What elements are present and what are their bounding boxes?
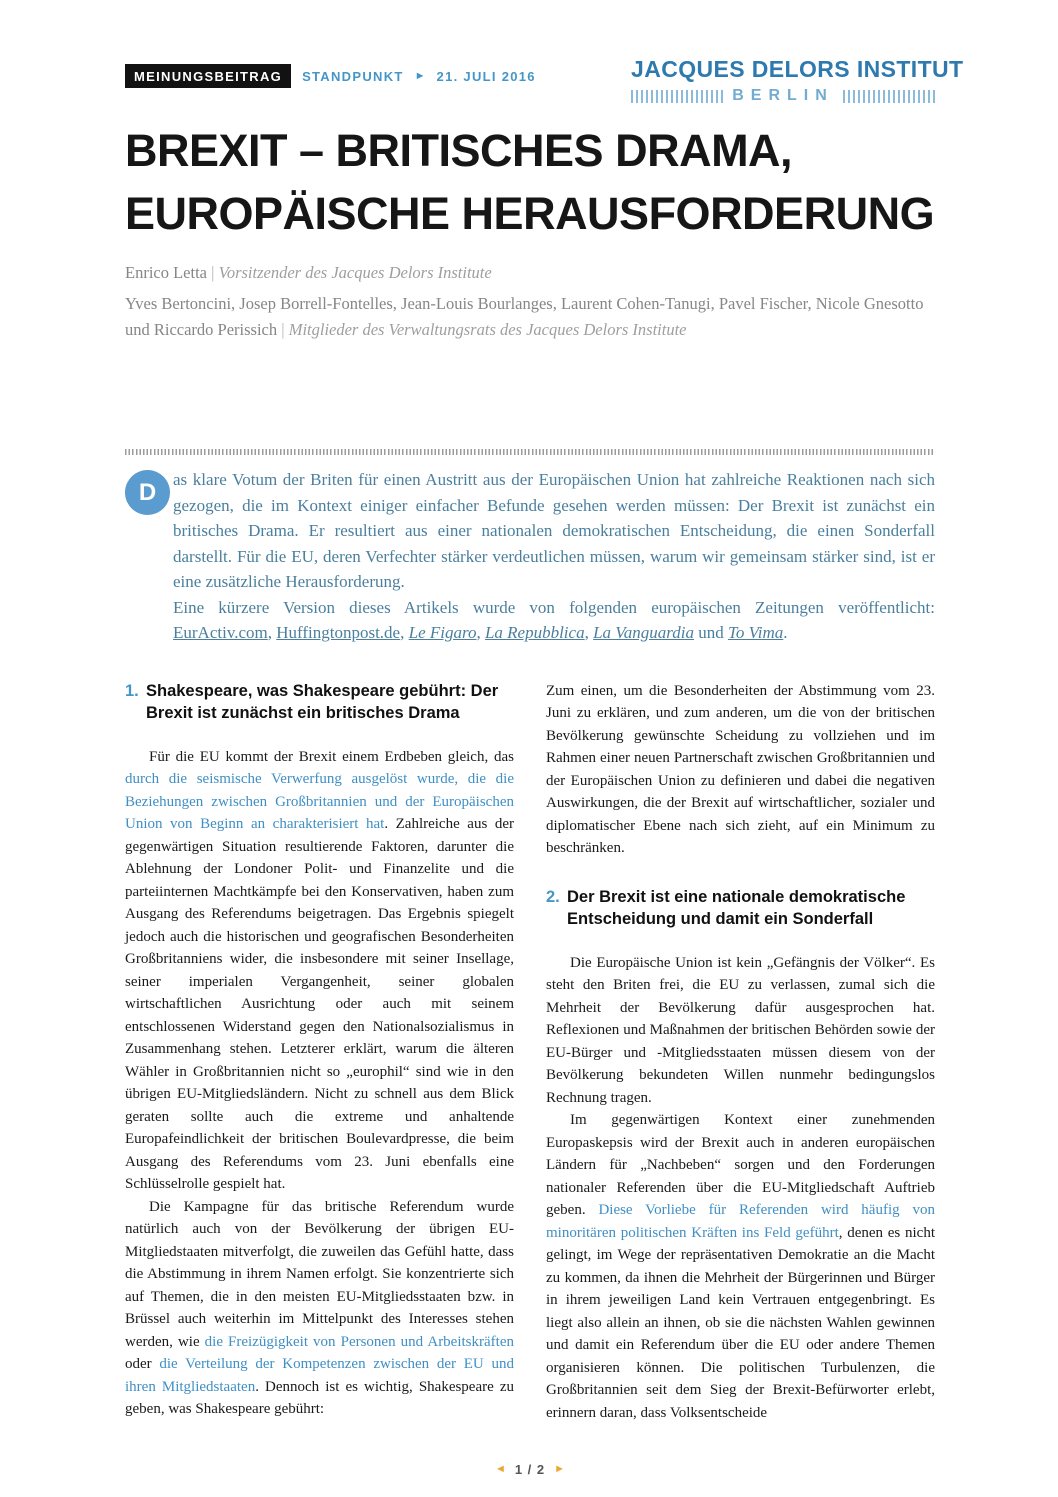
section-number: 1. (125, 681, 139, 700)
series-label: STANDPUNKT (302, 68, 404, 84)
page-title (125, 119, 935, 245)
abstract-publication-note (173, 595, 935, 646)
inline-link[interactable]: La Repubblica (484, 623, 585, 642)
text-segment: , (584, 623, 594, 642)
text-segment: . Zahlreiche aus der gegenwärtigen Situation resultierende Faktoren, darunter die Ablehnung der Londoner Polit- und Finanzelite und die parteiinternen Machtkämpfe bei den Konservativen, haben zum Ausgang des Referendums beigetragen. Das Ergebnis spiegelt jedoch auch die historischen und geografischen Besonderheiten Großbritanniens wider, die insbesondere mit seiner Insellage, seiner imperialen Vergangenheit, seiner globalen wirtschaftlichen Ausrichtung oder auch mit seinem entschlossenen Widerstand gegen den Nationalsozialismus in Zusammenhang stehen. Letzterer erklärt, warum die älteren Wähler in Großbritannien nicht so „europhil“ sind wie in den übrigen EU-Mitgliedsländern. Nicht zu schnell aus dem Blick geraten sollte auch die extreme und anhaltende Europafeindlichkeit der britischen Boulevardpresse, die beim Ausgang des Referendums vom 23. Juni ebenfalls eine Schlüsselrolle gespielt hat. (125, 816, 514, 1192)
body-columns (125, 680, 935, 1425)
text-segment: , denen es nicht gelingt, im Wege der repräsentativen Demokratie an die Macht zu kommen, da ihnen die Mehrheit der Bürgerinnen und Bürger in ihrem jeweiligen Land kein Vertrauen entgegenbringt. Es liegt also allein an ihnen, ob sie die nächsten Wahlen gewinnen und damit ein Referendum über die EU oder andere Themen organisieren können. Die politischen Turbulenzen, die Großbritannien seit dem Sieg der Brexit-Befürworter erlebt, erinnern daran, dass Volksentscheide (546, 1224, 935, 1421)
section-title: Shakespeare, was Shakespeare gebührt: Der Brexit ist zunächst ein britisches Drama (146, 681, 499, 722)
arrow-right-icon: ► (414, 70, 426, 82)
secondary-authors-line (125, 291, 935, 343)
text-segment: , (267, 623, 277, 642)
title-line-2: EUROPÄISCHE HERAUSFORDERUNG (125, 188, 935, 239)
text-segment: Eine kürzere Version dieses Artikels wurde von folgenden europäischen Zeitungen veröffentlicht: (173, 597, 935, 617)
section-heading-1 (125, 680, 514, 724)
next-page-arrow-icon: ► (554, 1463, 566, 1475)
inline-link[interactable]: Huffingtonpost.de (276, 623, 401, 642)
section-heading-2 (546, 886, 935, 930)
logo-wordmark: JACQUES DELORS INSTITUT (631, 56, 964, 82)
section-number: 2. (546, 887, 560, 906)
category-badge: MEINUNGSBEITRAG (125, 64, 291, 88)
secondary-author-names: Yves Bertoncini, Josep Borrell-Fontelles, Jean-Louis Bourlanges, Laurent Cohen-Tanugi, Pavel Fischer, Nicole Gnesotto und Riccardo Perissich (125, 294, 924, 339)
separator-pipe: | (211, 263, 215, 282)
text-segment: Zum einen, um die Besonderheiten der Abstimmung vom 23. Juni zu erklären, und zum anderen, um die von der britischen Bevölkerung gewünschte Scheidung zu vollziehen und im Rahmen einer neuen Partnerschaft zwischen Großbritannien und der Europäischen Union zu definieren und dabei die negativen Auswirkungen, die der Brexit auf wirtschaftlicher, sozialer und diplomatischer Ebene nach sich zieht, auf ein Minimum zu beschränken. (546, 682, 935, 856)
text-segment: as klare Votum der Briten für einen Austritt aus der Europäischen Union hat zahlreiche Reaktionen nach sich gezogen, die im Kontext einiger einfacher Befunde gesehen werden müssen: Der Brexit ist zunächst ein britisches Drama. Er resultiert aus einer nationalen demokratischen Entscheidung, die einen Sonderfall darstellt. Für die EU, deren Verfechter stärker verdeutlichen müssen, warum wir gemeinsam stärker sind, ist er eine zusätzliche Herausforderung. (173, 470, 935, 591)
title-line-1: BREXIT – BRITISCHES DRAMA, (125, 125, 793, 176)
text-segment: Im gegenwärtigen Kontext einer zunehmenden Europaskepsis wird der Brexit auch in anderen europäischen Ländern für „Nachbeben“ sorgen und den Forderungen nationaler Referenden über die EU-Mitgliedschaft Auftrieb geben. (546, 1112, 935, 1218)
text-segment: Die Europäische Union ist kein „Gefängnis der Völker“. Es steht den Briten frei, die EU zu verlassen, zumal sich die Mehrheit der Bevölkerung dafür ausgesprochen hat. Reflexionen und Maßnahmen der britischen Behörden sowie der EU-Bürger und -Mitgliedsstaaten müssen diesem von der Bevölkerung bekundeten Willen nunmehr bedingungslos Rechnung tragen. (546, 954, 935, 1106)
text-segment: Die Kampagne für das britische Referendum wurde natürlich auch von der Bevölkerung der übrigen EU-Mitgliedstaaten mitverfolgt, die zuweilen das Gefühl hatte, dass die Abstimmung in ihrem Namen erfolgt. Sie konzentrierte sich auf Themen, die in den meisten EU-Mitgliedsstaaten bzw. in Brüssel auch weiterhin im Mittelpunkt des Interesses stehen werden, wie (125, 1198, 514, 1350)
page-header (125, 56, 964, 105)
right-column (546, 680, 935, 1425)
body-paragraph (546, 680, 935, 860)
inline-link[interactable]: Le Figaro (408, 623, 477, 642)
page-footer (125, 1462, 935, 1477)
tick-separator (125, 449, 935, 455)
logo-city-row (631, 87, 935, 105)
left-column (125, 680, 514, 1425)
body-paragraph (546, 1109, 935, 1424)
body-paragraph (125, 1196, 514, 1421)
text-segment: , (476, 623, 485, 642)
text-segment: . (783, 623, 788, 642)
barcode-left-icon (631, 90, 723, 103)
primary-author-line (125, 260, 935, 286)
abstract-text (173, 467, 935, 646)
section-title: Der Brexit ist eine nationale demokratische Entscheidung und damit ein Sonderfall (567, 887, 906, 928)
text-segment: Für die EU kommt der Brexit einem Erdbeben gleich, das (149, 748, 514, 765)
separator-pipe: | (281, 320, 285, 339)
prev-page-arrow-icon: ◄ (494, 1463, 506, 1475)
publication-date: 21. JULI 2016 (436, 68, 536, 84)
text-segment: , (400, 623, 409, 642)
abstract-paragraph (173, 467, 935, 595)
text-segment: . Dennoch ist es wichtig, Shakespeare zu geben, was Shakespeare gebührt: (125, 1378, 514, 1417)
abstract-block (125, 467, 935, 646)
barcode-right-icon (843, 90, 935, 103)
body-paragraph (546, 952, 935, 1110)
author-block (125, 260, 935, 343)
page-indicator: 1 / 2 (514, 1462, 546, 1477)
inline-link[interactable]: La Vanguardia (593, 623, 695, 642)
dropcap-circle: D (125, 470, 170, 515)
inline-link[interactable]: durch die seismische Verwerfung ausgelöst wurde, die die Beziehungen zwischen Großbritannien und der Europäischen Union von Beginn an charakterisiert hat (125, 771, 514, 832)
secondary-author-role: Mitglieder des Verwaltungsrats des Jacques Delors Institute (288, 320, 687, 339)
logo-city: BERLIN (732, 87, 834, 104)
inline-link[interactable]: EurActiv.com (173, 623, 268, 642)
inline-link[interactable]: die Verteilung der Kompetenzen zwischen der EU und ihren Mitgliedstaaten (125, 1356, 514, 1395)
primary-author-name: Enrico Letta (125, 263, 208, 282)
text-segment: und (694, 623, 729, 642)
inline-link[interactable]: To Vima (728, 623, 784, 642)
primary-author-role: Vorsitzender des Jacques Delors Institute (218, 263, 492, 282)
institute-logo (631, 56, 964, 105)
text-segment: oder (125, 1356, 160, 1372)
inline-link[interactable]: Diese Vorliebe für Referenden wird häufig von minoritären politischen Kräften ins Feld geführt (546, 1202, 935, 1241)
body-paragraph (125, 746, 514, 1196)
inline-link[interactable]: die Freizügigkeit von Personen und Arbeitskräften (204, 1333, 514, 1350)
kicker-row (125, 64, 536, 88)
